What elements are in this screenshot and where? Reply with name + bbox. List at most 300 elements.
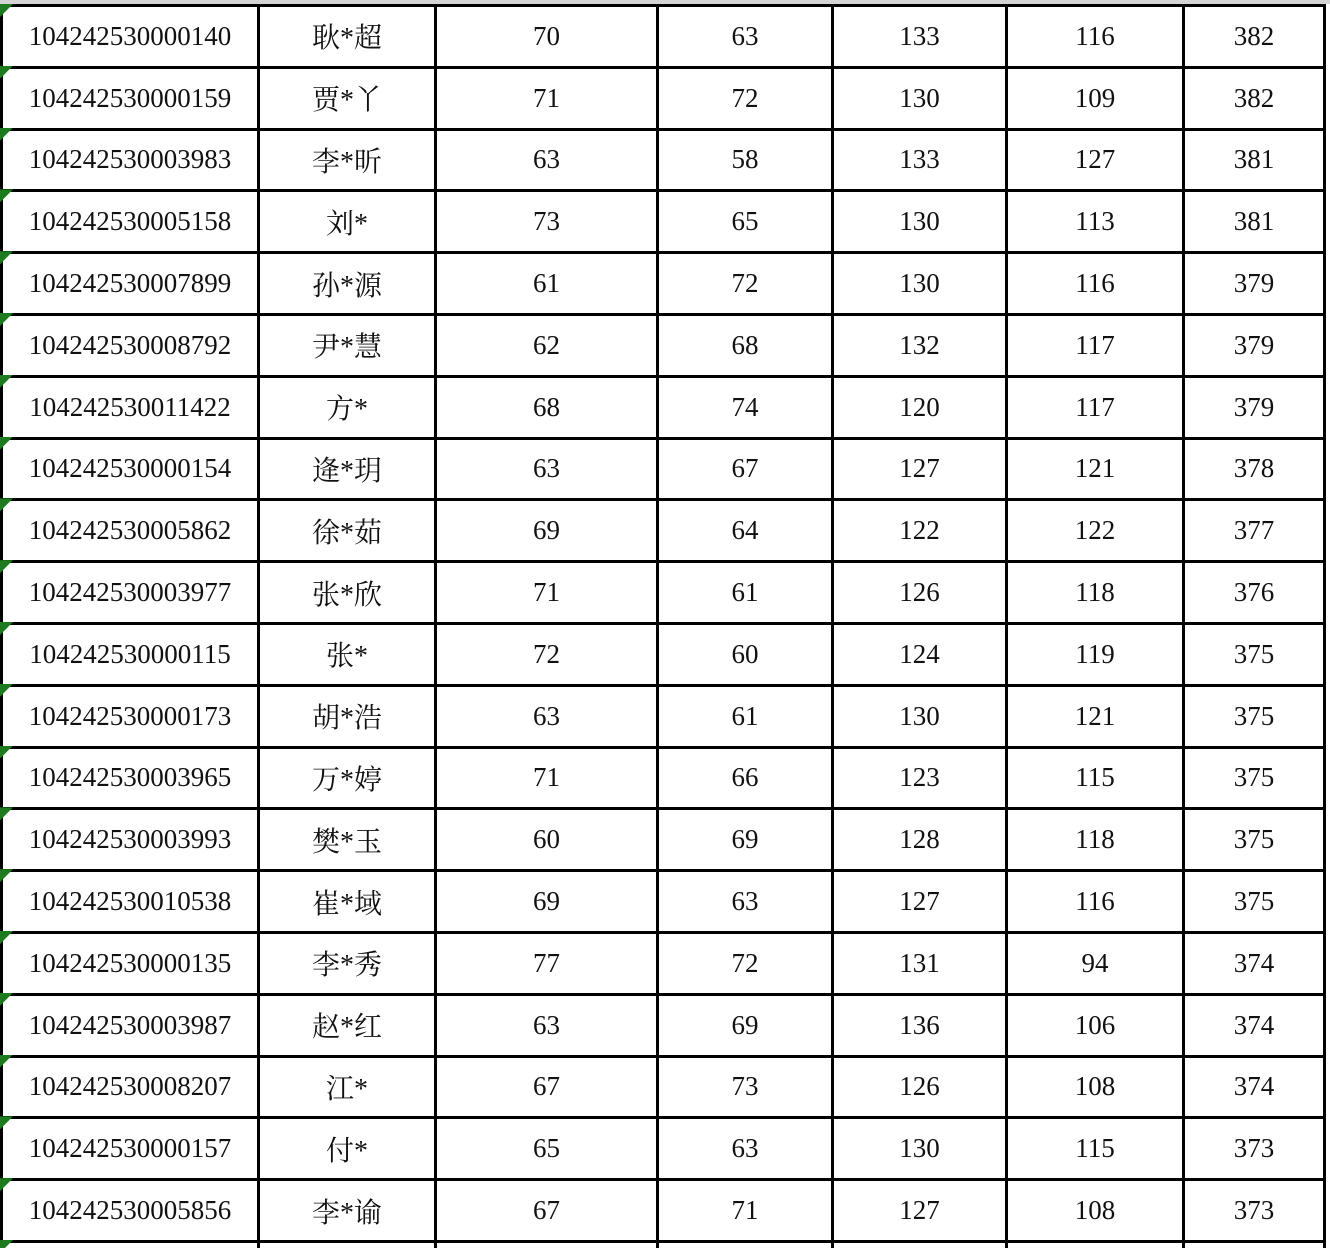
cell-score-3 xyxy=(834,254,1005,313)
cell-name-text: 刘* xyxy=(325,208,368,240)
cell-name xyxy=(260,1243,434,1248)
number-stored-as-text-triangle-icon xyxy=(0,622,13,635)
cell-total-text: 375 xyxy=(1233,638,1275,669)
cell-candidate-id-text: 104242530000157 xyxy=(28,1133,232,1164)
number-stored-as-text-triangle-icon xyxy=(0,128,13,141)
cell-score-4 xyxy=(1008,749,1182,808)
cell-score-1-text: 77 xyxy=(533,947,560,978)
cell-score-2 xyxy=(659,192,831,251)
cell-name-text: 张* xyxy=(325,641,368,673)
number-stored-as-text-triangle-icon xyxy=(0,931,13,944)
cell-score-4 xyxy=(1008,1119,1182,1178)
cell-total-text: 382 xyxy=(1233,82,1275,113)
cell-total-text: 382 xyxy=(1233,20,1275,51)
cell-score-2 xyxy=(659,810,831,869)
cell-candidate-id xyxy=(3,563,257,622)
cell-score-3 xyxy=(834,316,1005,375)
cell-score-4 xyxy=(1008,131,1182,190)
cell-total xyxy=(1185,749,1323,808)
cell-candidate-id xyxy=(3,1181,257,1240)
cell-name xyxy=(260,440,434,499)
cell-candidate-id xyxy=(3,7,257,66)
cell-candidate-id-text: 104242530003983 xyxy=(28,144,232,175)
cell-score-2 xyxy=(659,131,831,190)
cell-total xyxy=(1185,131,1323,190)
cell-score-2 xyxy=(659,934,831,993)
cell-score-4-text: 113 xyxy=(1075,206,1115,237)
cell-score-2-text: 63 xyxy=(731,20,759,51)
cell-name-text: 李*昕 xyxy=(311,146,382,178)
cell-name xyxy=(260,254,434,313)
cell-score-2-text: 65 xyxy=(731,206,759,237)
cell-score-2 xyxy=(659,378,831,437)
cell-total xyxy=(1185,934,1323,993)
cell-score-3-text: 130 xyxy=(899,268,940,299)
cell-score-4 xyxy=(1008,192,1182,251)
cell-score-1 xyxy=(437,440,656,499)
cell-total xyxy=(1185,563,1323,622)
cell-name xyxy=(260,1119,434,1178)
number-stored-as-text-triangle-icon xyxy=(0,251,13,264)
cell-name-text: 胡*浩 xyxy=(311,703,382,735)
cell-score-2-text: 69 xyxy=(731,824,759,855)
cell-score-4-text: 115 xyxy=(1075,1133,1115,1164)
cell-score-3 xyxy=(834,501,1005,560)
cell-score-1-text: 73 xyxy=(533,206,560,237)
cell-score-1-text: 63 xyxy=(533,453,560,484)
cell-total-text: 375 xyxy=(1233,762,1275,793)
cell-score-2 xyxy=(659,1058,831,1117)
cell-score-1 xyxy=(437,1243,656,1248)
cell-candidate-id xyxy=(3,810,257,869)
cell-candidate-id-text: 104242530003977 xyxy=(28,577,232,608)
cell-score-3-text: 127 xyxy=(899,453,940,484)
cell-total xyxy=(1185,810,1323,869)
cell-total xyxy=(1185,440,1323,499)
cell-name xyxy=(260,934,434,993)
cell-score-2-text: 73 xyxy=(731,1071,759,1102)
cell-score-4 xyxy=(1008,7,1182,66)
cell-score-2 xyxy=(659,1181,831,1240)
cell-candidate-id-text: 104242530000173 xyxy=(28,700,232,731)
cell-name-text: 万*婷 xyxy=(311,764,382,796)
cell-candidate-id xyxy=(3,192,257,251)
cell-score-2 xyxy=(659,69,831,128)
cell-total xyxy=(1185,1243,1323,1248)
cell-score-3-text: 120 xyxy=(899,391,940,422)
cell-score-2 xyxy=(659,440,831,499)
cell-total xyxy=(1185,378,1323,437)
number-stored-as-text-triangle-icon xyxy=(0,1240,13,1248)
cell-candidate-id xyxy=(3,440,257,499)
cell-candidate-id xyxy=(3,131,257,190)
cell-total-text: 379 xyxy=(1233,329,1275,360)
cell-score-2-text: 58 xyxy=(731,144,759,175)
cell-total-text: 378 xyxy=(1233,453,1275,484)
cell-name-text: 耿*超 xyxy=(311,23,382,55)
cell-candidate-id-text: 104242530003965 xyxy=(28,762,232,793)
cell-candidate-id-text: 104242530008207 xyxy=(28,1071,232,1102)
cell-score-1 xyxy=(437,501,656,560)
cell-score-1-text: 71 xyxy=(533,82,560,113)
cell-total-text: 379 xyxy=(1233,391,1275,422)
cell-score-1 xyxy=(437,131,656,190)
cell-name-text: 张*欣 xyxy=(311,579,382,611)
cell-score-1 xyxy=(437,810,656,869)
cell-score-4 xyxy=(1008,687,1182,746)
cell-score-2 xyxy=(659,501,831,560)
cell-candidate-id-text: 104242530005158 xyxy=(28,206,232,237)
cell-score-3 xyxy=(834,1243,1005,1248)
cell-score-3 xyxy=(834,192,1005,251)
cell-name-text: 李*秀 xyxy=(311,950,382,982)
cell-score-2-text: 61 xyxy=(731,700,759,731)
cell-candidate-id-text: 104242530005862 xyxy=(28,515,232,546)
cell-score-4-text: 116 xyxy=(1075,886,1115,917)
cell-total-text: 375 xyxy=(1233,824,1275,855)
cell-score-4 xyxy=(1008,934,1182,993)
cell-score-4-text: 109 xyxy=(1074,82,1116,113)
cell-name xyxy=(260,131,434,190)
cell-candidate-id xyxy=(3,254,257,313)
cell-name xyxy=(260,625,434,684)
cell-candidate-id-text: 104242530000140 xyxy=(28,20,232,51)
cell-name xyxy=(260,316,434,375)
cell-candidate-id xyxy=(3,934,257,993)
cell-score-4-text: 116 xyxy=(1075,268,1115,299)
number-stored-as-text-triangle-icon xyxy=(0,993,13,1006)
cell-score-2 xyxy=(659,872,831,931)
number-stored-as-text-triangle-icon xyxy=(0,189,13,202)
cell-score-1-text: 72 xyxy=(533,638,560,669)
cell-score-1-text: 65 xyxy=(533,1133,560,1164)
cell-score-1-text: 63 xyxy=(533,144,560,175)
cell-name-text: 逄*玥 xyxy=(311,455,382,487)
cell-score-1 xyxy=(437,7,656,66)
cell-score-1-text: 71 xyxy=(533,762,560,793)
cell-candidate-id-text: 104242530005856 xyxy=(28,1195,232,1226)
cell-score-2 xyxy=(659,687,831,746)
cell-candidate-id-text: 104242530000154 xyxy=(28,453,232,484)
number-stored-as-text-triangle-icon xyxy=(0,684,13,697)
scores-table xyxy=(0,4,1326,1248)
cell-score-1 xyxy=(437,625,656,684)
cell-name xyxy=(260,1058,434,1117)
number-stored-as-text-triangle-icon xyxy=(0,1055,13,1068)
cell-score-4 xyxy=(1008,563,1182,622)
cell-total-text: 374 xyxy=(1233,1071,1275,1102)
cell-score-2-text: 63 xyxy=(731,1133,759,1164)
cell-score-3-text: 124 xyxy=(899,638,940,669)
cell-score-1 xyxy=(437,1119,656,1178)
cell-score-2-text: 72 xyxy=(731,82,759,113)
cell-candidate-id-text: 104242530003993 xyxy=(28,824,232,855)
number-stored-as-text-triangle-icon xyxy=(0,437,13,450)
cell-score-4 xyxy=(1008,254,1182,313)
cell-total-text: 381 xyxy=(1233,144,1275,175)
cell-name xyxy=(260,563,434,622)
cell-score-1-text: 60 xyxy=(533,824,560,855)
cell-score-3-text: 131 xyxy=(899,947,940,978)
cell-score-3-text: 127 xyxy=(899,1195,940,1226)
cell-score-3 xyxy=(834,378,1005,437)
cell-score-2-text: 60 xyxy=(731,638,759,669)
cell-score-3-text: 136 xyxy=(899,1009,940,1040)
cell-score-3-text: 133 xyxy=(899,20,940,51)
cell-candidate-id-text: 104242530000159 xyxy=(28,82,232,113)
cell-score-3 xyxy=(834,687,1005,746)
cell-score-3 xyxy=(834,934,1005,993)
cell-score-2-text: 64 xyxy=(731,515,759,546)
cell-score-3-text: 132 xyxy=(899,329,940,360)
cell-score-4 xyxy=(1008,69,1182,128)
cell-score-1 xyxy=(437,192,656,251)
cell-score-4-text: 117 xyxy=(1075,391,1115,422)
cell-name-text: 孙*源 xyxy=(311,270,382,302)
cell-total xyxy=(1185,7,1323,66)
cell-total xyxy=(1185,69,1323,128)
cell-score-4 xyxy=(1008,625,1182,684)
number-stored-as-text-triangle-icon xyxy=(0,4,13,17)
cell-score-3-text: 133 xyxy=(899,144,940,175)
cell-name-text: 赵*红 xyxy=(311,1012,382,1044)
cell-score-4 xyxy=(1008,996,1182,1055)
number-stored-as-text-triangle-icon xyxy=(0,1116,13,1129)
cell-candidate-id xyxy=(3,625,257,684)
cell-score-3 xyxy=(834,1058,1005,1117)
cell-score-1 xyxy=(437,378,656,437)
cell-score-2 xyxy=(659,7,831,66)
cell-score-2-text: 61 xyxy=(731,577,759,608)
cell-score-2 xyxy=(659,563,831,622)
cell-candidate-id xyxy=(3,1243,257,1248)
cell-total xyxy=(1185,687,1323,746)
cell-score-4 xyxy=(1008,316,1182,375)
cell-score-4-text: 127 xyxy=(1074,144,1116,175)
cell-score-3 xyxy=(834,563,1005,622)
cell-candidate-id xyxy=(3,316,257,375)
cell-total xyxy=(1185,316,1323,375)
cell-score-1-text: 63 xyxy=(533,700,560,731)
cell-score-3 xyxy=(834,749,1005,808)
number-stored-as-text-triangle-icon xyxy=(0,1178,13,1191)
cell-candidate-id xyxy=(3,378,257,437)
cell-score-3 xyxy=(834,1181,1005,1240)
cell-score-2 xyxy=(659,625,831,684)
cell-score-4-text: 117 xyxy=(1075,329,1115,360)
cell-score-1 xyxy=(437,1181,656,1240)
cell-name xyxy=(260,192,434,251)
cell-score-1-text: 62 xyxy=(533,329,560,360)
cell-total xyxy=(1185,1058,1323,1117)
cell-total xyxy=(1185,254,1323,313)
cell-total xyxy=(1185,1181,1323,1240)
cell-total xyxy=(1185,872,1323,931)
cell-score-4-text: 115 xyxy=(1075,762,1115,793)
cell-score-1-text: 71 xyxy=(533,577,560,608)
cell-score-3 xyxy=(834,872,1005,931)
cell-name xyxy=(260,69,434,128)
cell-total xyxy=(1185,501,1323,560)
cell-candidate-id xyxy=(3,69,257,128)
cell-total-text: 379 xyxy=(1233,268,1275,299)
cell-score-4 xyxy=(1008,440,1182,499)
cell-score-1 xyxy=(437,316,656,375)
cell-score-1 xyxy=(437,1058,656,1117)
cell-score-4-text: 121 xyxy=(1074,700,1116,731)
cell-score-4-text: 116 xyxy=(1075,20,1115,51)
cell-candidate-id-text: 104242530010538 xyxy=(28,886,232,917)
cell-score-3-text: 123 xyxy=(899,762,940,793)
cell-score-1-text: 69 xyxy=(533,515,560,546)
cell-score-4 xyxy=(1008,1243,1182,1248)
cell-score-1-text: 68 xyxy=(533,391,560,422)
cell-score-3-text: 130 xyxy=(899,1133,940,1164)
cell-candidate-id xyxy=(3,687,257,746)
cell-score-2-text: 72 xyxy=(731,947,759,978)
cell-score-1 xyxy=(437,934,656,993)
cell-score-2 xyxy=(659,749,831,808)
cell-score-2 xyxy=(659,996,831,1055)
cell-score-1-text: 61 xyxy=(533,268,560,299)
cell-name-text: 樊*玉 xyxy=(311,826,382,858)
cell-score-3-text: 126 xyxy=(899,1071,940,1102)
cell-score-3 xyxy=(834,1119,1005,1178)
cell-total xyxy=(1185,1119,1323,1178)
number-stored-as-text-triangle-icon xyxy=(0,66,13,79)
cell-score-1 xyxy=(437,749,656,808)
number-stored-as-text-triangle-icon xyxy=(0,375,13,388)
cell-score-3-text: 122 xyxy=(899,515,940,546)
cell-name-text: 李*谕 xyxy=(311,1197,382,1229)
cell-candidate-id xyxy=(3,1119,257,1178)
number-stored-as-text-triangle-icon xyxy=(0,869,13,882)
cell-score-4 xyxy=(1008,872,1182,931)
cell-name xyxy=(260,7,434,66)
cell-score-3-text: 127 xyxy=(899,886,940,917)
cell-candidate-id xyxy=(3,872,257,931)
number-stored-as-text-triangle-icon xyxy=(0,746,13,759)
cell-name xyxy=(260,810,434,869)
cell-score-4 xyxy=(1008,810,1182,869)
cell-score-2 xyxy=(659,316,831,375)
cell-score-4-text: 118 xyxy=(1075,577,1115,608)
cell-total-text: 374 xyxy=(1233,1009,1275,1040)
cell-candidate-id xyxy=(3,749,257,808)
cell-score-3-text: 130 xyxy=(899,82,940,113)
cell-score-1 xyxy=(437,69,656,128)
cell-score-1-text: 63 xyxy=(533,1009,560,1040)
cell-candidate-id-text: 104242530011422 xyxy=(29,391,231,422)
cell-score-3-text: 126 xyxy=(899,577,940,608)
cell-score-1-text: 67 xyxy=(533,1195,560,1226)
cell-candidate-id-text: 104242530000135 xyxy=(28,947,232,978)
cell-name-text: 江* xyxy=(325,1073,368,1105)
cell-score-3 xyxy=(834,131,1005,190)
cell-score-4-text: 121 xyxy=(1074,453,1116,484)
cell-candidate-id-text: 104242530007899 xyxy=(28,268,232,299)
cell-name-text: 崔*域 xyxy=(311,888,382,920)
cell-name-text: 徐*茹 xyxy=(311,517,382,549)
cell-name-text: 方* xyxy=(325,394,368,426)
cell-score-3-text: 130 xyxy=(899,700,940,731)
cell-score-4-text: 118 xyxy=(1075,824,1115,855)
cell-score-2-text: 72 xyxy=(731,268,759,299)
cell-score-3 xyxy=(834,7,1005,66)
cell-total xyxy=(1185,192,1323,251)
cell-score-1 xyxy=(437,872,656,931)
cell-name xyxy=(260,1181,434,1240)
cell-score-4 xyxy=(1008,378,1182,437)
cell-score-4 xyxy=(1008,1181,1182,1240)
cell-score-3 xyxy=(834,69,1005,128)
cell-total-text: 375 xyxy=(1233,886,1275,917)
cell-score-2 xyxy=(659,1119,831,1178)
number-stored-as-text-triangle-icon xyxy=(0,560,13,573)
cell-score-4-text: 106 xyxy=(1074,1009,1116,1040)
cell-name-text: 尹*慧 xyxy=(311,332,382,364)
cell-score-3-text: 130 xyxy=(899,206,940,237)
cell-score-3-text: 128 xyxy=(899,824,940,855)
cell-score-1-text: 69 xyxy=(533,886,560,917)
cell-score-3 xyxy=(834,440,1005,499)
cell-name xyxy=(260,501,434,560)
cell-score-2 xyxy=(659,1243,831,1248)
cell-score-1 xyxy=(437,254,656,313)
cell-score-1 xyxy=(437,563,656,622)
cell-score-4-text: 119 xyxy=(1075,638,1115,669)
cell-candidate-id xyxy=(3,996,257,1055)
number-stored-as-text-triangle-icon xyxy=(0,498,13,511)
cell-name-text: 贾*丫 xyxy=(311,85,382,117)
cell-total-text: 373 xyxy=(1233,1133,1275,1164)
cell-score-1 xyxy=(437,687,656,746)
cell-score-2-text: 66 xyxy=(731,762,759,793)
cell-score-3 xyxy=(834,996,1005,1055)
cell-total xyxy=(1185,996,1323,1055)
cell-score-3 xyxy=(834,810,1005,869)
cell-total-text: 375 xyxy=(1233,700,1275,731)
cell-score-4-text: 108 xyxy=(1074,1195,1116,1226)
cell-candidate-id-text: 104242530008792 xyxy=(28,329,232,360)
cell-score-2-text: 74 xyxy=(731,391,759,422)
cell-candidate-id-text: 104242530000115 xyxy=(29,638,231,669)
cell-total-text: 381 xyxy=(1233,206,1275,237)
cell-name xyxy=(260,996,434,1055)
cell-score-2-text: 69 xyxy=(731,1009,759,1040)
cell-candidate-id xyxy=(3,1058,257,1117)
cell-score-2 xyxy=(659,254,831,313)
cell-score-2-text: 68 xyxy=(731,329,759,360)
cell-score-2-text: 63 xyxy=(731,886,759,917)
cell-name xyxy=(260,872,434,931)
cell-name xyxy=(260,687,434,746)
cell-score-1-text: 67 xyxy=(533,1071,560,1102)
cell-score-4-text: 108 xyxy=(1074,1071,1116,1102)
cell-score-4 xyxy=(1008,501,1182,560)
cell-score-2-text: 71 xyxy=(731,1195,759,1226)
cell-total-text: 377 xyxy=(1233,515,1275,546)
cell-total-text: 374 xyxy=(1233,947,1275,978)
cell-total-text: 373 xyxy=(1233,1195,1275,1226)
cell-score-2-text: 67 xyxy=(731,453,759,484)
cell-name-text: 付* xyxy=(325,1135,368,1167)
number-stored-as-text-triangle-icon xyxy=(0,313,13,326)
cell-score-1-text: 70 xyxy=(533,20,560,51)
cell-score-4-text: 94 xyxy=(1081,947,1109,978)
cell-name xyxy=(260,749,434,808)
cell-score-4-text: 122 xyxy=(1074,515,1116,546)
